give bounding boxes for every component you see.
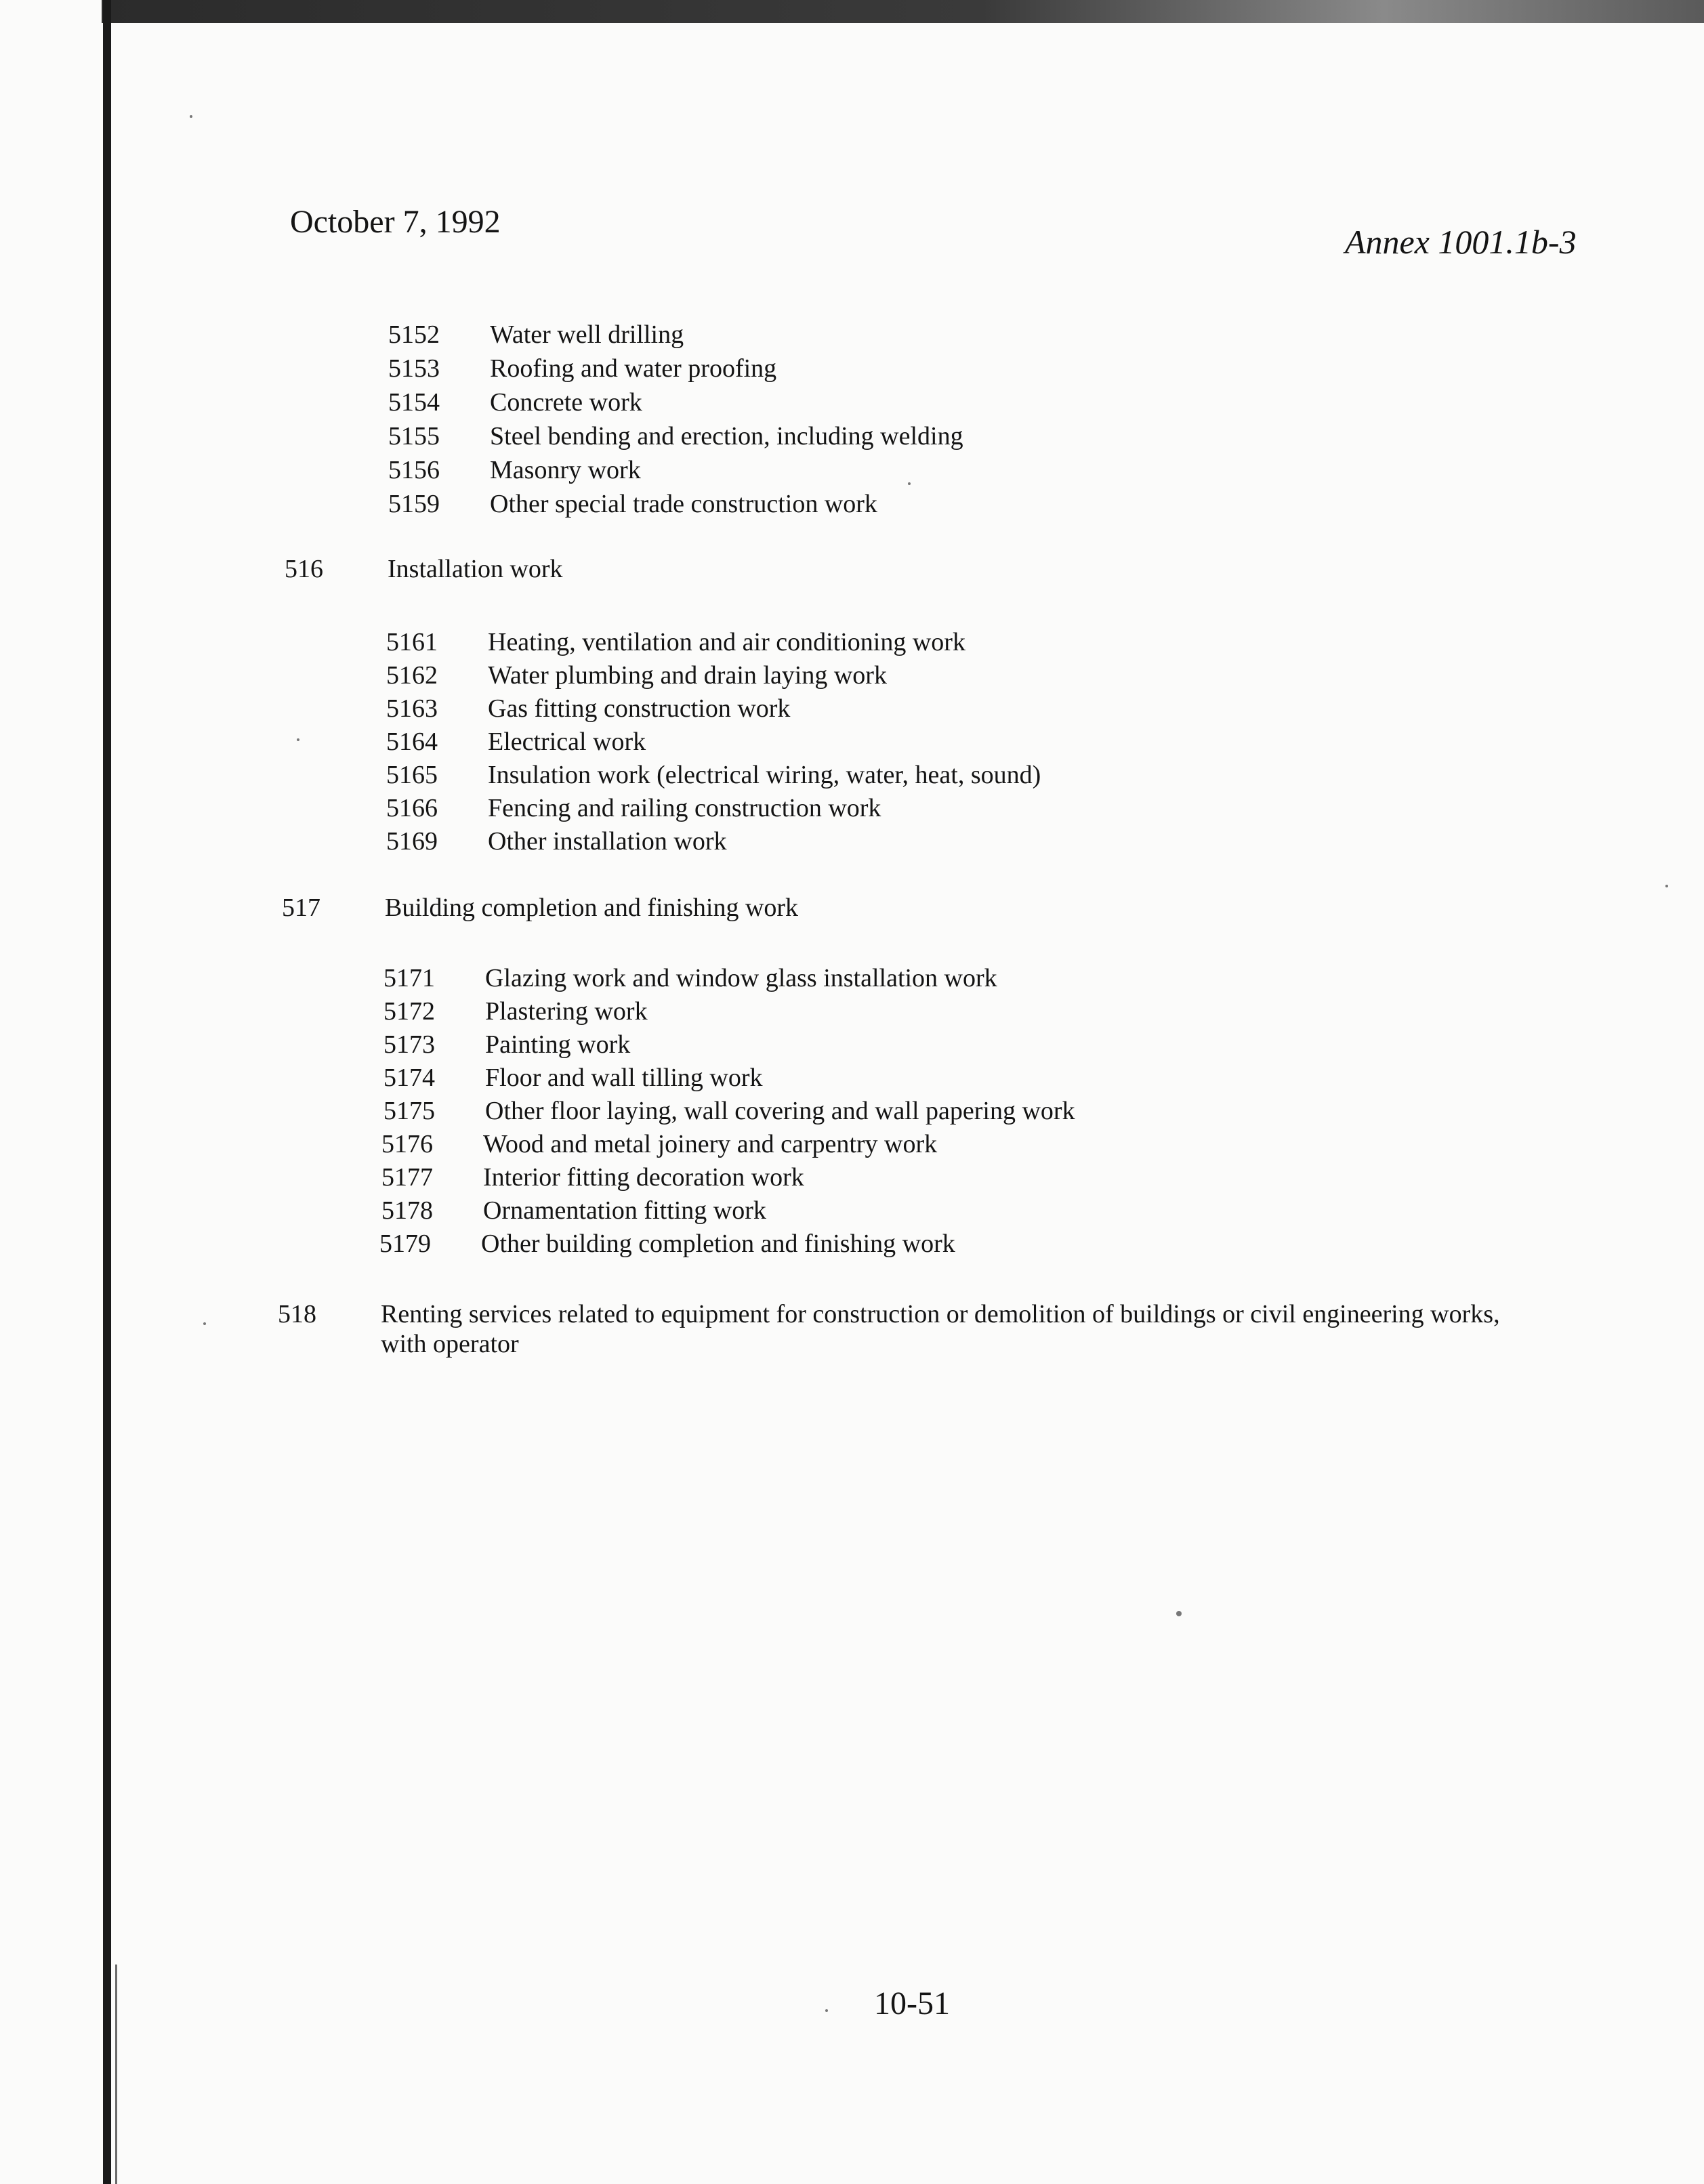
item-code: 5153 (388, 354, 440, 383)
item-code: 5154 (388, 388, 440, 417)
item-label: Concrete work (490, 388, 642, 417)
header-date: October 7, 1992 (290, 204, 501, 240)
item-code: 5162 (386, 661, 438, 690)
section-label: Installation work (388, 555, 563, 583)
item-label: Masonry work (490, 456, 641, 484)
item-code: 5166 (386, 794, 438, 822)
item-label: Painting work (485, 1030, 631, 1059)
item-label: Water plumbing and drain laying work (488, 661, 887, 690)
item-code: 5155 (388, 422, 440, 450)
item-code: 5171 (383, 964, 435, 992)
item-label: Water well drilling (490, 320, 684, 349)
item-label: Other floor laying, wall covering and wall papering work (485, 1097, 1075, 1125)
item-code: 5169 (386, 827, 438, 856)
page-number: 10-51 (874, 1986, 950, 2021)
item-code: 5177 (381, 1163, 433, 1192)
scan-speck (203, 1322, 206, 1325)
item-code: 5176 (381, 1130, 433, 1158)
header-annex: Annex 1001.1b-3 (1345, 223, 1577, 261)
item-code: 5173 (383, 1030, 435, 1059)
item-label: Other installation work (488, 827, 727, 856)
item-code: 5179 (379, 1230, 431, 1258)
item-label: Electrical work (488, 728, 646, 756)
section-label: Building completion and finishing work (385, 894, 799, 922)
item-label: Roofing and water proofing (490, 354, 777, 383)
item-label: Other special trade construction work (490, 490, 877, 518)
scan-speck (297, 738, 299, 741)
item-code: 5159 (388, 490, 440, 518)
section-code: 516 (285, 555, 323, 583)
section-label: Renting services related to equipment for construction or demolition of buildings or civil engineering works, with operator (381, 1300, 1500, 1358)
item-label: Plastering work (485, 997, 648, 1026)
item-label: Floor and wall tilling work (485, 1064, 763, 1092)
scan-speck (908, 482, 911, 485)
item-code: 5165 (386, 761, 438, 789)
item-code: 5163 (386, 694, 438, 723)
item-code: 5161 (386, 628, 438, 656)
item-code: 5178 (381, 1196, 433, 1225)
item-label: Steel bending and erection, including welding (490, 422, 963, 450)
item-code: 5175 (383, 1097, 435, 1125)
item-code: 5174 (383, 1064, 435, 1092)
scan-speck (1665, 885, 1668, 887)
section-code: 517 (282, 894, 320, 922)
item-code: 5156 (388, 456, 440, 484)
item-label: Fencing and railing construction work (488, 794, 881, 822)
item-label: Other building completion and finishing work (481, 1230, 955, 1258)
item-label: Gas fitting construction work (488, 694, 791, 723)
item-label: Glazing work and window glass installation work (485, 964, 997, 992)
binding-edge (103, 0, 111, 2184)
item-code: 5152 (388, 320, 440, 349)
scan-speck (1176, 1611, 1182, 1616)
section-code: 518 (278, 1300, 316, 1328)
item-label: Interior fitting decoration work (483, 1163, 804, 1192)
item-code: 5164 (386, 728, 438, 756)
scan-speck (825, 2009, 828, 2012)
scan-speck (190, 115, 192, 118)
item-code: 5172 (383, 997, 435, 1026)
item-label: Wood and metal joinery and carpentry work (483, 1130, 938, 1158)
item-label: Ornamentation fitting work (483, 1196, 766, 1225)
item-label: Insulation work (electrical wiring, water, heat, sound) (488, 761, 1041, 789)
binding-edge-thin (115, 1965, 117, 2184)
item-label: Heating, ventilation and air conditioning work (488, 628, 965, 656)
scan-top-edge (102, 0, 1704, 23)
